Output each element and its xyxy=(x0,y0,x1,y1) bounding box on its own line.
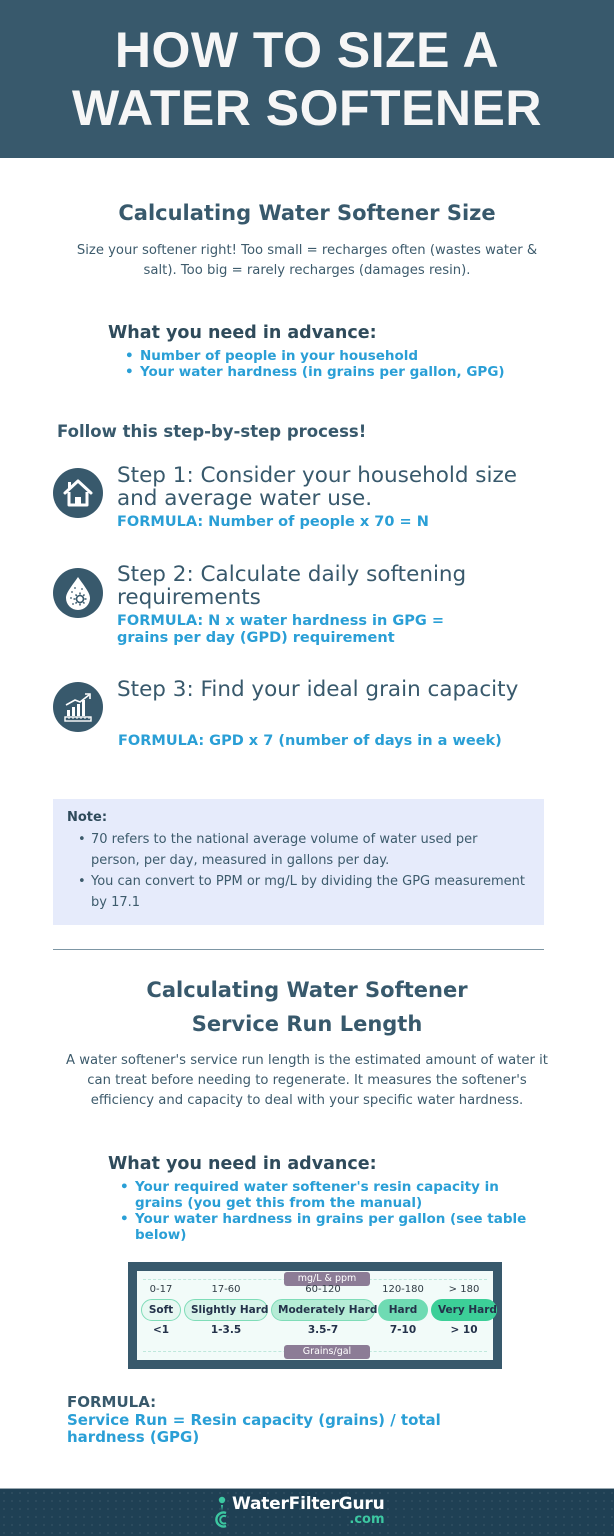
need-in-advance-list-2 xyxy=(118,1179,538,1243)
header-banner xyxy=(0,0,614,158)
step-2-title: Step 2: Calculate daily softening requirements xyxy=(117,562,467,610)
section-heading-run-length-1: Calculating Water Softener xyxy=(146,978,468,1002)
need-in-advance-list xyxy=(123,348,523,380)
brand-tld: .com xyxy=(349,1512,385,1527)
list-item: • 70 refers to the national average volume of water used per person, per day, measured in gallons per day. xyxy=(67,829,530,871)
step-1-title: Step 1: Consider your household size and average water use. xyxy=(117,463,517,511)
service-run-formula: Service Run = Resin capacity (grains) / total hardness (GPG) xyxy=(67,1411,441,1446)
growth-chart-icon xyxy=(53,682,103,732)
brand-logo[interactable] xyxy=(214,1495,385,1529)
hardness-level-hard: 120-180 Hard 7-10 xyxy=(378,1283,428,1337)
hardness-level-very-hard: > 180 Very Hard > 10 xyxy=(431,1283,497,1337)
brand-name: WaterFilterGuru xyxy=(232,1494,385,1514)
footer xyxy=(0,1488,614,1536)
service-run-formula-label: FORMULA: xyxy=(67,1393,157,1411)
section-intro-size: Size your softener right! Too small = recharges often (wastes water & salt). Too big = rarely recharges (damages resin). xyxy=(76,243,538,278)
ppm-unit-label: mg/L & ppm xyxy=(284,1272,370,1286)
step-2-formula: FORMULA: N x water hardness in GPG = grains per day (GPD) requirement xyxy=(117,613,444,646)
section-divider xyxy=(53,949,544,950)
note-box xyxy=(53,799,544,925)
section-heading-run-length-2: Service Run Length xyxy=(191,1012,423,1036)
step-3-formula: FORMULA: GPD x 7 (number of days in a week) xyxy=(118,733,502,749)
water-drop-icon xyxy=(53,568,103,618)
list-item: • Number of people in your household xyxy=(123,348,523,364)
note-list xyxy=(67,829,530,913)
section-intro-run-length: A water softener's service run length is the estimated amount of water it can treat before needing to regenerate. It measures the softener's efficiency and capacity to deal with your specific water hardness. xyxy=(66,1053,548,1108)
list-item: • Your required water softener's resin capacity in grains (you get this from the manual) xyxy=(118,1179,538,1211)
follow-steps-heading: Follow this step-by-step process! xyxy=(57,422,367,441)
gpg-unit-label: Grains/gal xyxy=(284,1345,370,1359)
hardness-level-moderately-hard: 60-120 Moderately Hard 3.5-7 xyxy=(271,1283,375,1337)
page-title-line-1: HOW TO SIZE A xyxy=(114,22,500,78)
step-3-title: Step 3: Find your ideal grain capacity xyxy=(117,677,519,702)
house-icon xyxy=(53,468,103,518)
hardness-level-slightly-hard: 17-60 Slightly Hard 1-3.5 xyxy=(184,1283,268,1337)
list-item: • You can convert to PPM or mg/L by dividing the GPG measurement by 17.1 xyxy=(67,871,530,913)
water-hardness-scale xyxy=(128,1262,502,1369)
hardness-level-soft: 0-17 Soft <1 xyxy=(141,1283,181,1337)
note-title: Note: xyxy=(67,810,108,825)
step-1-formula: FORMULA: Number of people x 70 = N xyxy=(117,514,429,530)
section-heading-size: Calculating Water Softener Size xyxy=(118,201,496,225)
list-item: • Your water hardness (in grains per gallon, GPG) xyxy=(123,364,523,380)
guru-figure-icon xyxy=(214,1495,230,1529)
page-title-line-2: WATER SOFTENER xyxy=(72,80,542,136)
need-in-advance-title-2: What you need in advance: xyxy=(108,1154,377,1174)
need-in-advance-title: What you need in advance: xyxy=(108,323,377,343)
list-item: • Your water hardness in grains per gallon (see table below) xyxy=(118,1211,538,1243)
